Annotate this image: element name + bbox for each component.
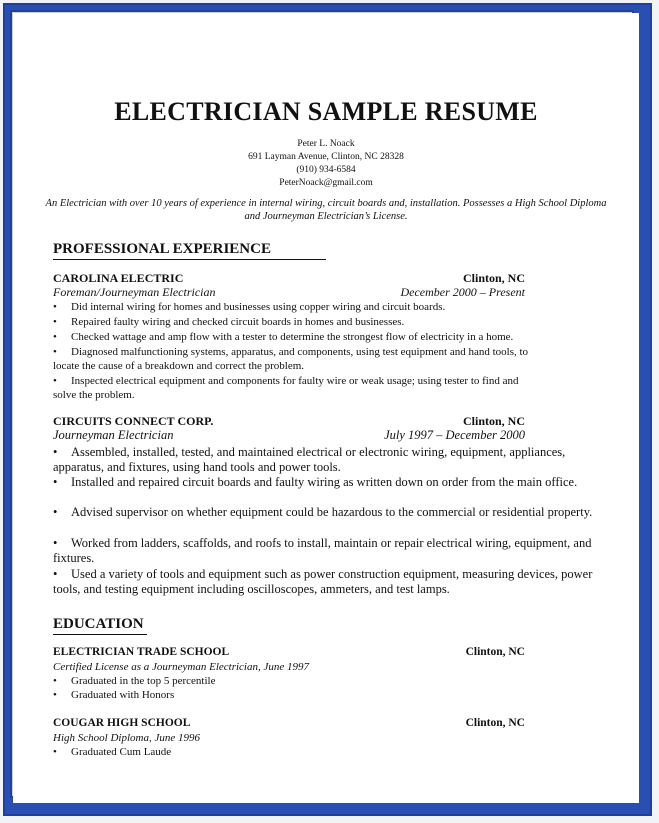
list-item: • Did internal wiring for homes and businesses using copper wiring and circuit boards.: [53, 301, 446, 313]
list-item: • Checked wattage and amp flow with a tester to determine the strongest flow of electricity in a home.: [53, 331, 514, 343]
list-item: • Graduated Cum Laude: [53, 746, 172, 758]
resume-title: ELECTRICIAN SAMPLE RESUME: [114, 97, 538, 126]
list-item: • Inspected electrical equipment and components for faulty wire or weak usage; using tester to find and solve the problem.: [53, 375, 519, 401]
list-item: • Used a variety of tools and equipment such as power construction equipment, measuring devices, power tools, and testing equipment including oscilloscopes, ammeters, and test lamps.: [53, 567, 593, 596]
school-credential: High School Diploma, June 1996: [53, 732, 200, 744]
list-item: • Assembled, installed, tested, and maintained electrical or electronic wiring, equipment, appliances, apparatus, and fixtures, using hand tools and power tools.: [53, 445, 566, 474]
contact-phone: (910) 934-6584: [296, 165, 356, 175]
resume-page: [13, 13, 639, 803]
list-item: • Graduated with Honors: [53, 689, 175, 701]
job-company: CIRCUITS CONNECT CORP.: [53, 414, 214, 428]
list-item: • Worked from ladders, scaffolds, and roofs to install, maintain or repair electrical wiring, equipment, and fixtures.: [53, 536, 592, 565]
contact-name: Peter L. Noack: [297, 139, 355, 149]
list-item: • Diagnosed malfunctioning systems, apparatus, and components, using test equipment and hand tools, to locate the cause of a breakdown and correct the problem.: [53, 346, 529, 372]
school-name: ELECTRICIAN TRADE SCHOOL: [53, 646, 230, 658]
job-dates: July 1997 – December 2000: [384, 428, 525, 442]
contact-email: PeterNoack@gmail.com: [279, 178, 373, 188]
summary: An Electrician with over 10 years of experience in internal wiring, circuit boards and, installation. Possesses a High School Diploma and Journeyman Electrician’s License.: [45, 198, 607, 222]
job-location: Clinton, NC: [462, 414, 525, 428]
job-location: Clinton, NC: [462, 271, 525, 285]
list-item: • Advised supervisor on whether equipment could be hazardous to the commercial or residential property.: [53, 505, 593, 519]
section-heading-education: EDUCATION: [53, 616, 147, 635]
list-item: • Graduated in the top 5 percentile: [53, 675, 216, 687]
job-company: CAROLINA ELECTRIC: [53, 271, 184, 285]
school-location: Clinton, NC: [465, 717, 525, 729]
school-header: [53, 717, 525, 729]
list-item: • Repaired faulty wiring and checked circuit boards in homes and businesses.: [53, 316, 405, 328]
job-role: Journeyman Electrician: [53, 428, 174, 442]
school-name: COUGAR HIGH SCHOOL: [53, 717, 191, 729]
job-header: [53, 271, 525, 286]
job-subheader: [53, 428, 525, 443]
job-header: [53, 414, 525, 429]
contact-address: 691 Layman Avenue, Clinton, NC 28328: [248, 152, 404, 162]
job-subheader: [53, 285, 525, 300]
job-role: Foreman/Journeyman Electrician: [53, 285, 216, 299]
job-dates: December 2000 – Present: [400, 285, 525, 299]
section-heading-experience: PROFESSIONAL EXPERIENCE: [53, 241, 326, 260]
school-credential: Certified License as a Journeyman Electrician, June 1997: [53, 661, 309, 673]
contact-block: [13, 138, 639, 190]
school-header: [53, 646, 525, 658]
school-location: Clinton, NC: [465, 646, 525, 658]
list-item: • Installed and repaired circuit boards and faulty wiring as written down on order from the main office.: [53, 475, 578, 489]
